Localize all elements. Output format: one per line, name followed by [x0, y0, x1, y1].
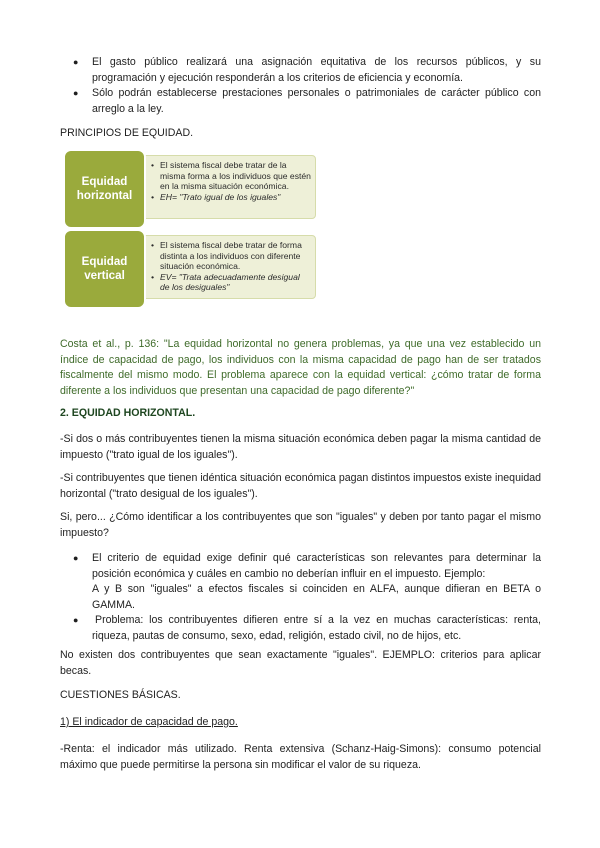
list-item [60, 86, 541, 117]
equidad-horizontal-description [138, 155, 316, 219]
list-item [60, 613, 541, 644]
list-item [60, 551, 541, 613]
paragraph: -Si contribuyentes que tienen idéntica situación económica pagan distintos impuestos existe inequidad horizontal ("trato desigual de los iguales"). [60, 472, 541, 500]
costa-quote: Costa et al., p. 136: "La equidad horizontal no genera problemas, ya que una vez establecido un índice de capacidad de pago, los individuos con la misma capacidad de pago han de ser tratados fiscalmente del mismo modo. El problema aparece con la equidad vertical: ¿cómo tratar de forma diferente a los individuos que presentan una capacidad de pago diferente?" [60, 338, 541, 397]
list-item: • EH= "Trato igual de los iguales" [151, 192, 311, 203]
equidad-vertical-label: Equidad vertical [63, 229, 146, 309]
principios-title: PRINCIPIOS DE EQUIDAD. [60, 127, 194, 139]
list-item: • EV= "Trata adecuadamente desigual de los desiguales" [151, 272, 311, 293]
bullet-text: Problema: los contribuyentes difieren entre sí a la vez en muchas características: renta, riqueza, pautas de consumo, sexo, edad, religión, estado civil, no de hijos, etc. [92, 614, 541, 642]
paragraph: -Si dos o más contribuyentes tienen la misma situación económica deben pagar la misma cantidad de impuesto ("trato igual de los iguales"). [60, 433, 541, 461]
bullet-text: El criterio de equidad exige definir qué características son relevantes para determinar la posición económica y cuáles en cambio no deberían influir en el impuesto. Ejemplo: [92, 552, 541, 580]
paragraph: -Renta: el indicador más utilizado. Renta extensiva (Schanz-Haig-Simons): consumo potencial máximo que puede permitirse la persona sin modificar el valor de su riqueza. [60, 743, 541, 771]
equidad-vertical-description [138, 235, 316, 299]
example-text: A y B son "iguales" a efectos fiscales si coinciden en ALFA, aunque difieran en BETA o GAMMA. [92, 583, 541, 611]
list-item: • El sistema fiscal debe tratar de forma distinta a los individuos con diferente situación económica. [151, 240, 311, 272]
bullet-icon: ● [73, 553, 79, 563]
equidad-horizontal-label: Equidad horizontal [63, 149, 146, 229]
top-bullet-list [60, 55, 541, 117]
equidad-vertical-block [63, 229, 321, 309]
paragraph: Si, pero... ¿Cómo identificar a los contribuyentes que son "iguales" y deben por tanto pagar el mismo impuesto? [60, 511, 541, 539]
cuestiones-title: CUESTIONES BÁSICAS. [60, 689, 181, 701]
bullet-text: El gasto público realizará una asignación equitativa de los recursos públicos, y su programación y ejecución responderán a los criterios de eficiencia y economía. [92, 56, 541, 84]
mid-bullet-list [60, 551, 541, 645]
bullet-icon: ● [73, 57, 79, 67]
bullet-text: Sólo podrán establecerse prestaciones personales o patrimoniales de carácter público con arreglo a la ley. [92, 87, 541, 115]
paragraph: No existen dos contribuyentes que sean exactamente "iguales". EJEMPLO: criterios para aplicar becas. [60, 649, 541, 677]
list-item [60, 55, 541, 86]
indicador-subheading: 1) El indicador de capacidad de pago. [60, 716, 238, 728]
list-item: • El sistema fiscal debe tratar de la misma forma a los individuos que estén en la misma situación económica. [151, 160, 311, 192]
bullet-icon: ● [73, 88, 79, 99]
equidad-horizontal-block [63, 149, 321, 229]
section-heading: 2. EQUIDAD HORIZONTAL. [60, 407, 196, 419]
bullet-icon: ● [73, 615, 79, 626]
